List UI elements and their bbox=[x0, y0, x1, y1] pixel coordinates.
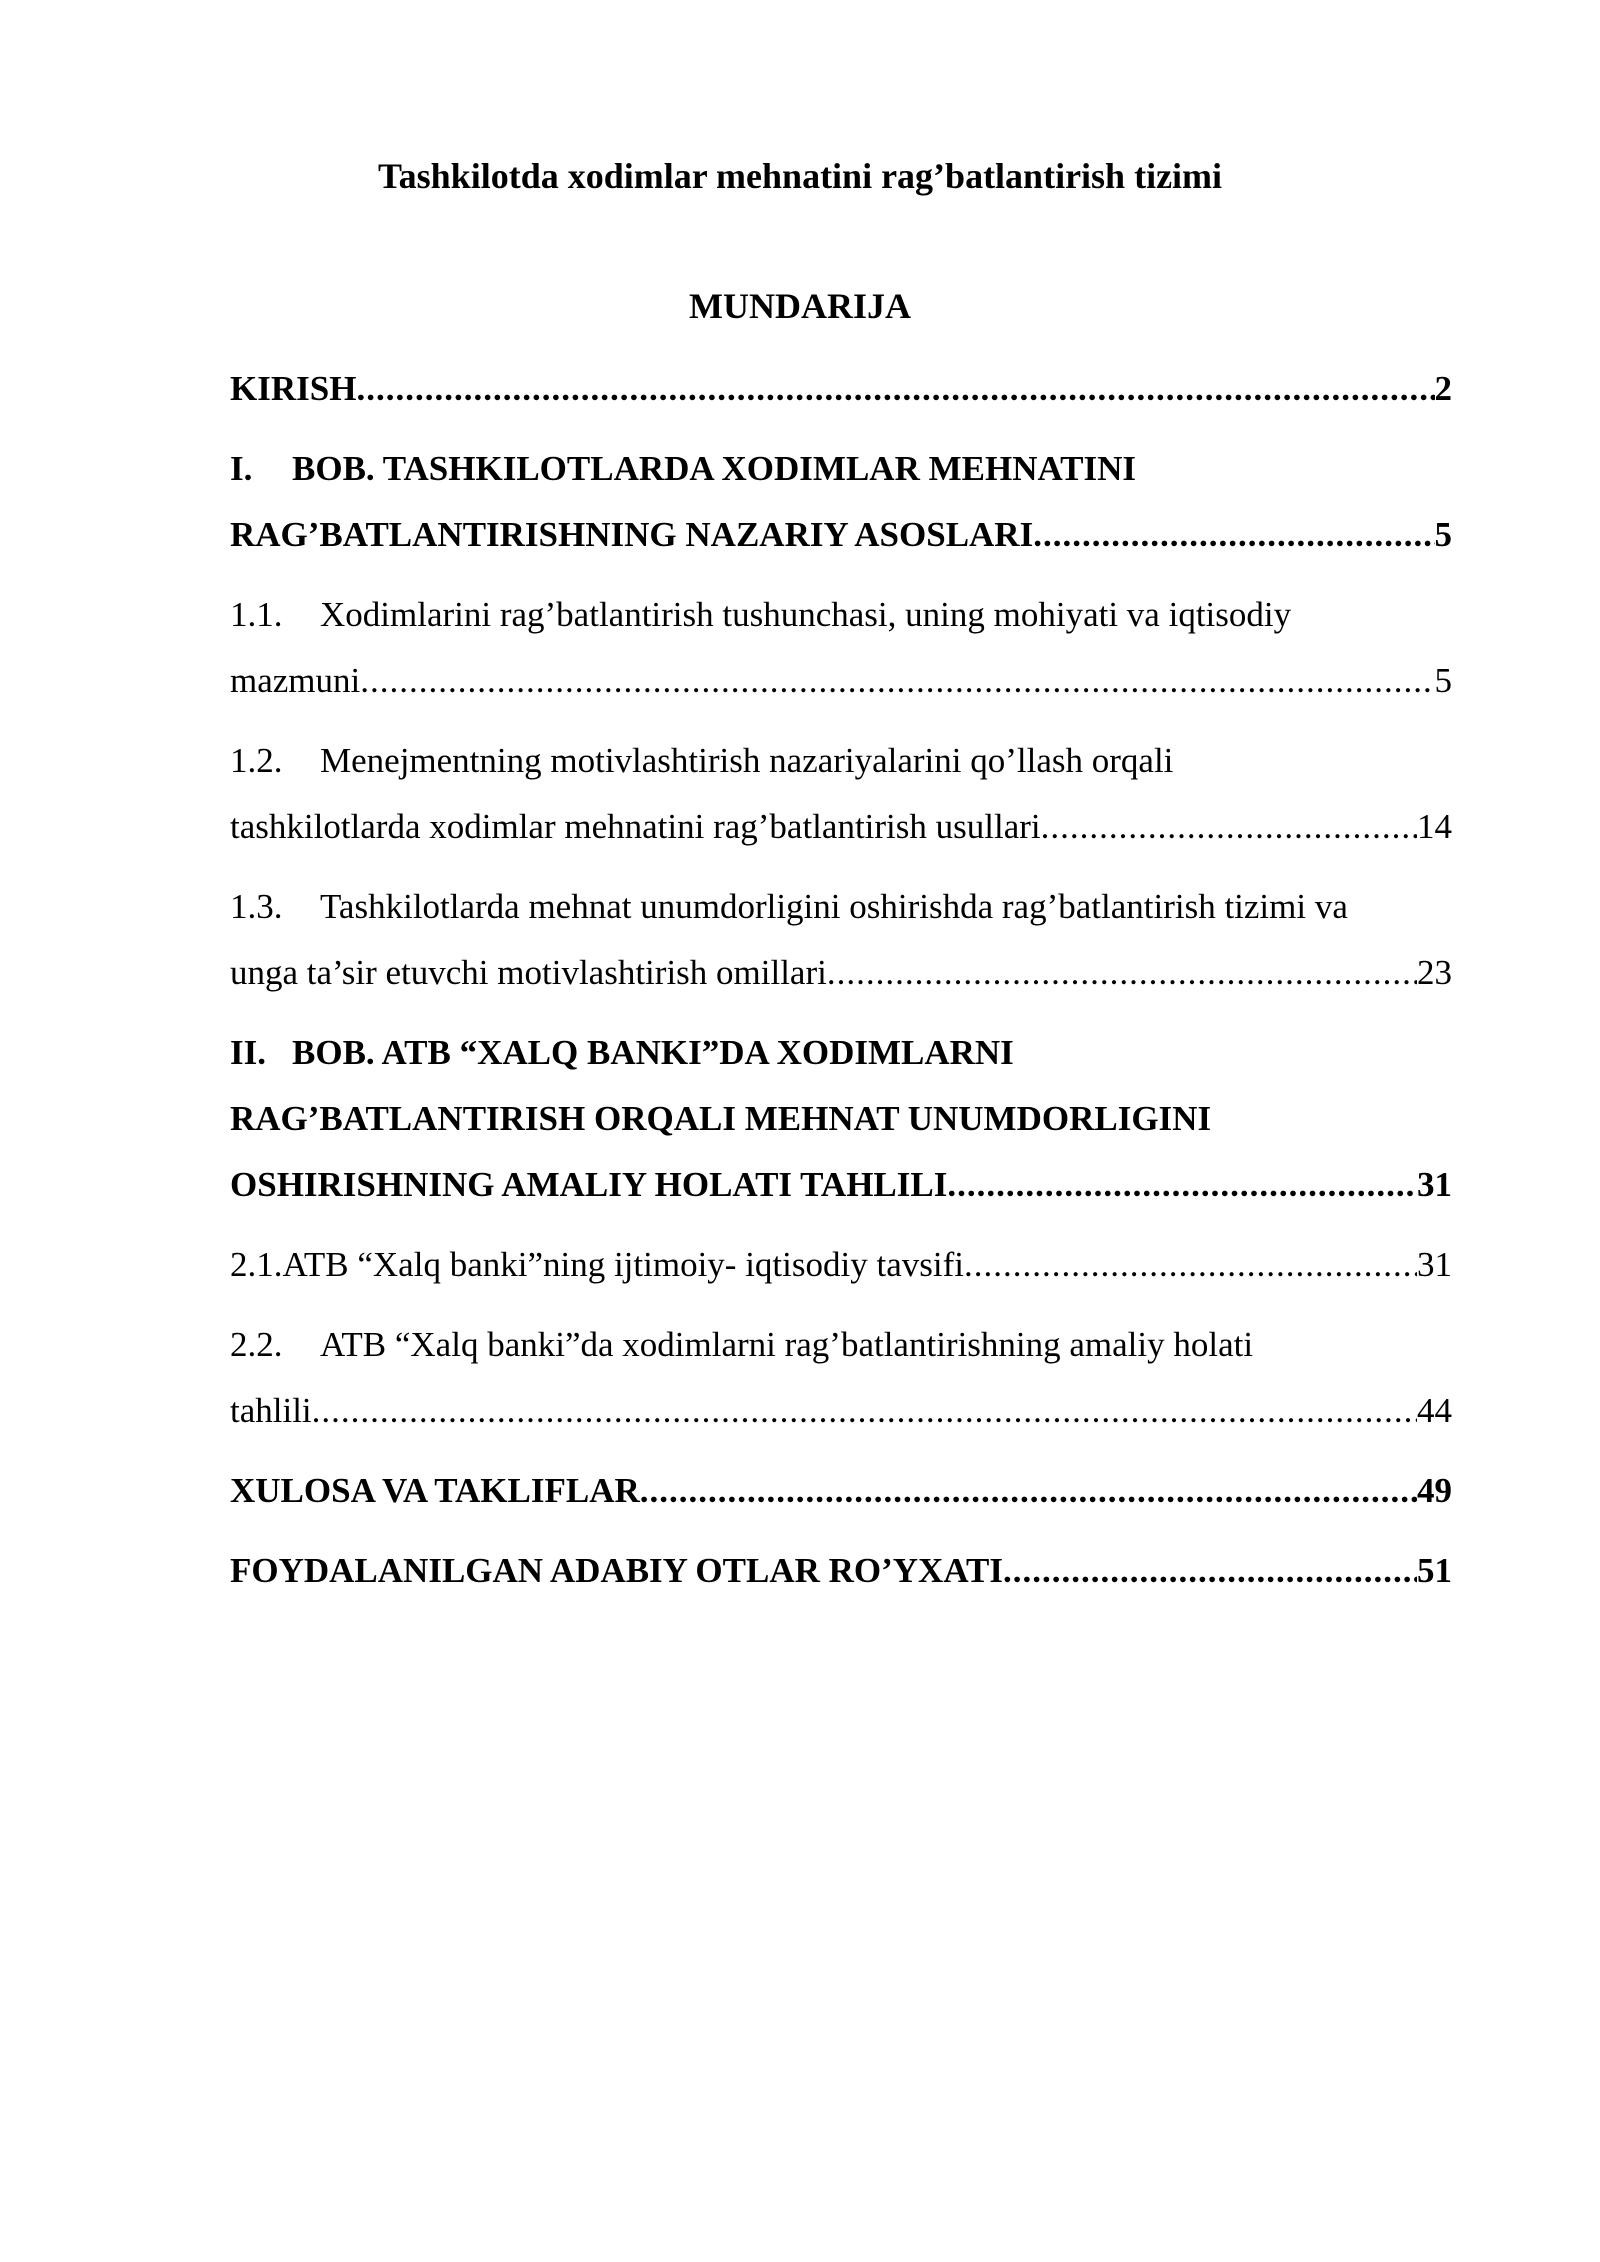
toc-entry-text: Menejmentning motivlashtirish nazariyalarini qo’llash orqali bbox=[320, 741, 1174, 780]
table-of-contents bbox=[230, 356, 1452, 1618]
toc-entry-text: Xodimlarini rag’batlantirish tushunchasi, uning mohiyati va iqtisodiy bbox=[320, 595, 1292, 634]
toc-entry-chapter-2 bbox=[230, 1020, 1452, 1218]
toc-entry-number: II. bbox=[230, 1033, 266, 1072]
dot-leader bbox=[640, 1458, 1417, 1524]
toc-entry-text: ATB “Xalq banki”ning ijtimoiy- iqtisodiy tavsifi bbox=[282, 1245, 964, 1284]
toc-entry-number: I. bbox=[230, 449, 253, 488]
toc-entry-text: KIRISH bbox=[230, 369, 357, 408]
toc-entry-section-1-1 bbox=[230, 582, 1452, 714]
toc-page-number: 14 bbox=[1417, 807, 1452, 846]
dot-leader bbox=[1033, 502, 1434, 568]
dot-leader bbox=[360, 648, 1434, 714]
toc-page-number: 51 bbox=[1417, 1551, 1452, 1590]
toc-entry-text: tashkilotlarda xodimlar mehnatini rag’batlantirish usullari bbox=[230, 807, 1041, 846]
toc-page-number: 2 bbox=[1434, 369, 1452, 408]
toc-entry-number: 1.3. bbox=[230, 887, 283, 926]
toc-entry-section-1-2 bbox=[230, 728, 1452, 860]
toc-page-number: 5 bbox=[1434, 515, 1452, 554]
toc-entry-chapter-1 bbox=[230, 436, 1452, 568]
toc-page-number: 31 bbox=[1417, 1165, 1452, 1204]
toc-entry-section-2-1 bbox=[230, 1232, 1452, 1298]
toc-entry-number: 1.1. bbox=[230, 595, 283, 634]
toc-entry-text: OSHIRISHNING AMALIY HOLATI TAHLILI bbox=[230, 1165, 948, 1204]
toc-entry-text: RAG’BATLANTIRISHNING NAZARIY ASOSLARI bbox=[230, 515, 1034, 554]
toc-page-number: 49 bbox=[1417, 1471, 1452, 1510]
toc-entry-section-2-2 bbox=[230, 1312, 1452, 1444]
toc-entry-text: RAG’BATLANTIRISH ORQALI MEHNAT UNUMDORLIGINI bbox=[230, 1099, 1212, 1138]
dot-leader bbox=[1041, 794, 1417, 860]
toc-page-number: 23 bbox=[1417, 953, 1452, 992]
toc-entry-number: 2.1. bbox=[230, 1245, 283, 1284]
toc-entry-text: BOB. TASHKILOTLARDA XODIMLAR MEHNATINI bbox=[292, 449, 1137, 488]
toc-page-number: 5 bbox=[1434, 661, 1452, 700]
toc-entry-text: Tashkilotlarda mehnat unumdorligini oshirishda rag’batlantirish tizimi va bbox=[320, 887, 1348, 926]
toc-heading: MUNDARIJA bbox=[689, 286, 911, 326]
toc-entry-text: unga ta’sir etuvchi motivlashtirish omillari bbox=[230, 953, 827, 992]
toc-page-number: 44 bbox=[1417, 1391, 1452, 1430]
document-title: Tashkilotda xodimlar mehnatini rag’batlantirish tizimi bbox=[377, 156, 1223, 196]
toc-entry-number: 1.2. bbox=[230, 741, 283, 780]
toc-entry-text: BOB. ATB “XALQ BANKI”DA XODIMLARNI bbox=[292, 1033, 1014, 1072]
toc-entry-text: tahlili bbox=[230, 1391, 312, 1430]
toc-entry-text: ATB “Xalq banki”da xodimlarni rag’batlantirishning amaliy holati bbox=[320, 1325, 1254, 1364]
toc-entry-conclusion bbox=[230, 1458, 1452, 1524]
toc-entry-intro bbox=[230, 356, 1452, 422]
toc-entry-text: mazmuni bbox=[230, 661, 361, 700]
dot-leader bbox=[312, 1378, 1417, 1444]
toc-entry-text: XULOSA VA TAKLIFLAR bbox=[230, 1471, 640, 1510]
toc-page-number: 31 bbox=[1417, 1245, 1452, 1284]
toc-entry-references bbox=[230, 1538, 1452, 1604]
toc-entry-text: FOYDALANILGAN ADABIY OTLAR RO’YXATI bbox=[230, 1551, 1003, 1590]
dot-leader bbox=[947, 1152, 1417, 1218]
toc-entry-number: 2.2. bbox=[230, 1325, 283, 1364]
dot-leader bbox=[1003, 1538, 1417, 1604]
dot-leader bbox=[356, 356, 1434, 422]
dot-leader bbox=[964, 1232, 1417, 1298]
toc-entry-section-1-3 bbox=[230, 874, 1452, 1006]
dot-leader bbox=[827, 940, 1417, 1006]
